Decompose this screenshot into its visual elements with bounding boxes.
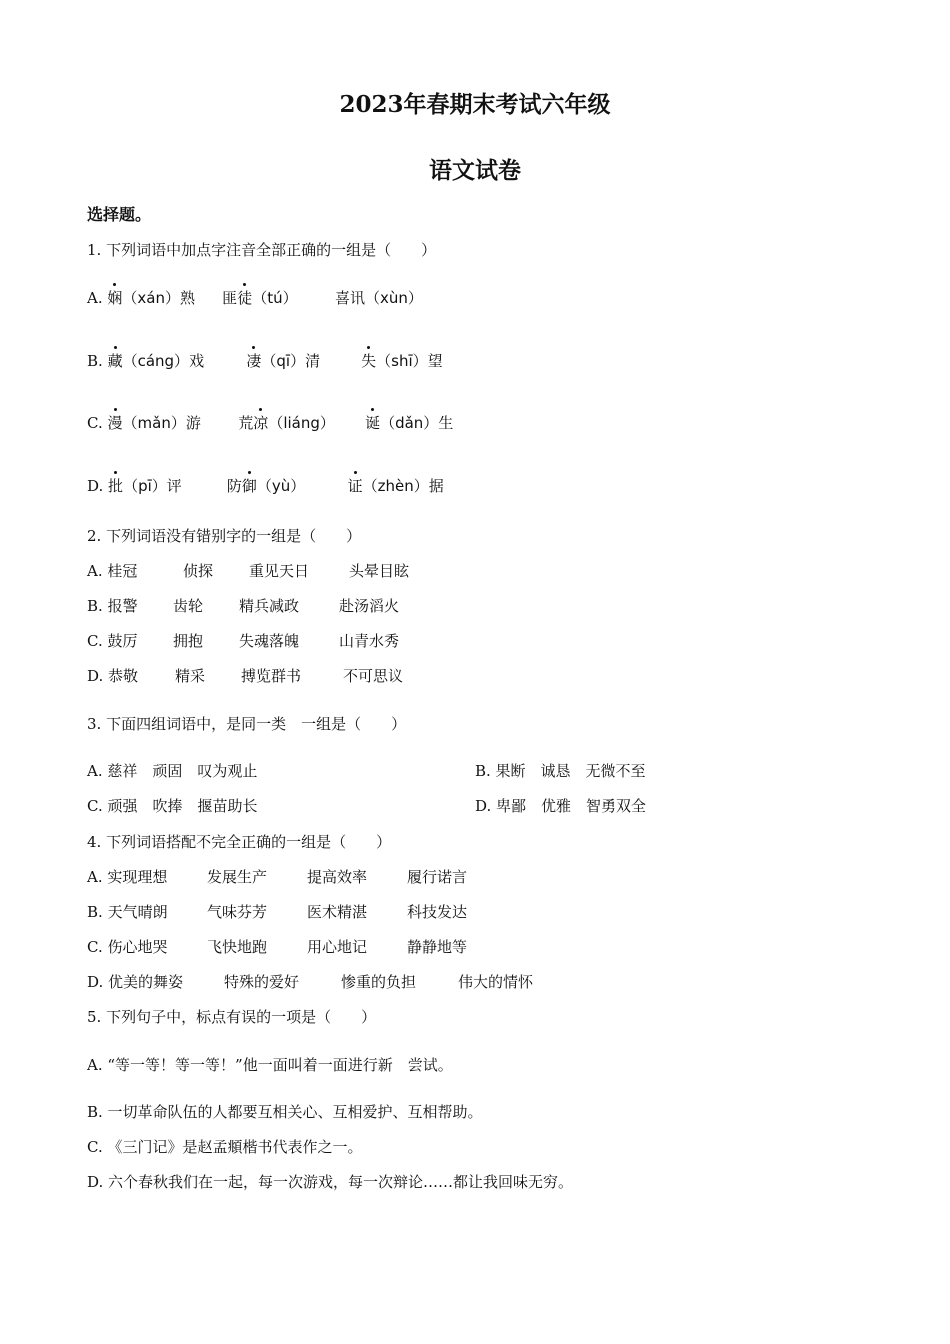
char: 据 (428, 477, 444, 495)
option-word: A. 桂冠 (87, 562, 138, 580)
option-word: 静静地等 (407, 938, 468, 956)
option-word: 搏览群书 (241, 667, 302, 685)
pinyin: （pī） (123, 477, 167, 495)
q5-stem: 5. 下列句子中，标点有误的一项是（ ） (87, 1008, 377, 1026)
char: 游 (185, 414, 201, 432)
char: 喜 (334, 289, 350, 307)
option-word: A. 实现理想 (87, 868, 168, 886)
option-word: 伟大的情怀 (458, 973, 534, 991)
exam-subtitle: 语文试卷 (429, 157, 521, 184)
q1-option-d (87, 476, 444, 496)
q5-option-c: C. 《三门记》是赵孟頫楷书代表作之一。 (87, 1138, 363, 1156)
pinyin: （yù） (256, 477, 306, 495)
q3-stem: 3. 下面四组词语中，是同一类 一组是（ ） (87, 715, 407, 733)
option-word: 不可思议 (343, 667, 404, 685)
q5-option-b: B. 一切革命队伍的人都要互相关心、互相爱护、互相帮助。 (87, 1103, 483, 1121)
option-word: 精采 (175, 667, 206, 685)
q1-stem: 1. 下列词语中加点字注音全部正确的一组是（ ） (87, 241, 437, 259)
option-word: D. 恭敬 (87, 667, 139, 685)
pinyin: （shī） (376, 352, 428, 370)
char: 评 (166, 477, 182, 495)
q2-option-d (87, 666, 403, 686)
option-word: 惨重的负担 (341, 973, 417, 991)
option-label: C. (87, 414, 103, 432)
char: 荒 (238, 414, 254, 432)
option-word: 飞快地跑 (207, 938, 268, 956)
pinyin: （xán） (122, 289, 180, 307)
q2-stem: 2. 下列词语没有错别字的一组是（ ） (87, 527, 362, 545)
pinyin: （qī） (261, 352, 306, 370)
q3-option-c: C. 顽强 吹捧 揠苗助长 (87, 797, 258, 815)
q4-option-d (87, 972, 533, 992)
option-word: 重见天日 (249, 562, 310, 580)
q1-option-b (87, 351, 443, 371)
q3-option-a: A. 慈祥 顽固 叹为观止 (87, 762, 258, 780)
option-word: 履行诺言 (407, 868, 468, 886)
option-word: 齿轮 (173, 597, 204, 615)
option-label: B. (87, 352, 103, 370)
q1-option-a (87, 288, 423, 308)
q5-option-a: A. “等一等！等一等！”他一面叫着一面进行新 尝试。 (87, 1056, 453, 1074)
dotted-char: 诞 (365, 414, 381, 432)
option-word: 头晕目眩 (349, 562, 410, 580)
q2-option-a (87, 561, 409, 581)
pinyin: （mǎn） (122, 414, 186, 432)
dotted-char: 失 (361, 352, 377, 370)
dotted-char: 批 (108, 477, 124, 495)
dotted-char: 徒 (237, 289, 253, 307)
q2-option-b (87, 596, 399, 616)
char: 生 (438, 414, 454, 432)
char: 望 (427, 352, 443, 370)
option-word: B. 报警 (87, 597, 138, 615)
option-word: 气味芬芳 (207, 903, 268, 921)
option-word: 特殊的爱好 (224, 973, 300, 991)
pinyin: （cáng） (122, 352, 190, 370)
char: 匪 (222, 289, 238, 307)
option-word: 拥抱 (173, 632, 204, 650)
pinyin: （liáng） (268, 414, 335, 432)
pinyin: （tú） (252, 289, 298, 307)
option-word: 精兵减政 (239, 597, 300, 615)
q4-option-c (87, 937, 467, 957)
char: 防 (226, 477, 242, 495)
option-label: D. (87, 477, 104, 495)
option-word: 失魂落魄 (239, 632, 300, 650)
dotted-char: 证 (347, 477, 363, 495)
exam-title: 2023年春期末考试六年级 (339, 91, 611, 118)
option-word: 用心地记 (307, 938, 368, 956)
dotted-char: 娴 (107, 289, 123, 307)
q4-option-b (87, 902, 467, 922)
option-word: D. 优美的舞姿 (87, 973, 184, 991)
pinyin: （zhèn） (362, 477, 429, 495)
option-word: 科技发达 (407, 903, 468, 921)
dotted-char: 藏 (107, 352, 123, 370)
dotted-char: 凉 (253, 414, 269, 432)
option-word: 赴汤滔火 (339, 597, 400, 615)
q3-option-d: D. 卑鄙 优雅 智勇双全 (475, 797, 647, 815)
option-word: C. 伤心地哭 (87, 938, 168, 956)
option-word: C. 鼓厉 (87, 632, 138, 650)
q3-option-b: B. 果断 诚恳 无微不至 (475, 762, 646, 780)
pinyin: （xùn） (364, 289, 423, 307)
char: 讯 (349, 289, 365, 307)
q4-option-a (87, 867, 467, 887)
q5-option-d: D. 六个春秋我们在一起，每一次游戏，每一次辩论……都让我回味无穷。 (87, 1173, 574, 1191)
option-label: A. (87, 289, 103, 307)
option-word: 医术精湛 (307, 903, 368, 921)
char: 戏 (189, 352, 205, 370)
option-word: B. 天气晴朗 (87, 903, 168, 921)
q4-stem: 4. 下列词语搭配不完全正确的一组是（ ） (87, 833, 392, 851)
pinyin: （dǎn） (380, 414, 439, 432)
dotted-char: 漫 (107, 414, 123, 432)
section-title: 选择题。 (87, 205, 152, 224)
option-word: 山青水秀 (339, 632, 400, 650)
option-word: 提高效率 (307, 868, 368, 886)
option-word: 侦探 (183, 562, 214, 580)
q2-option-c (87, 631, 399, 651)
dotted-char: 凄 (246, 352, 262, 370)
option-word: 发展生产 (207, 868, 268, 886)
char: 熟 (179, 289, 195, 307)
dotted-char: 御 (241, 477, 257, 495)
char: 清 (305, 352, 321, 370)
q1-option-c (87, 413, 453, 433)
